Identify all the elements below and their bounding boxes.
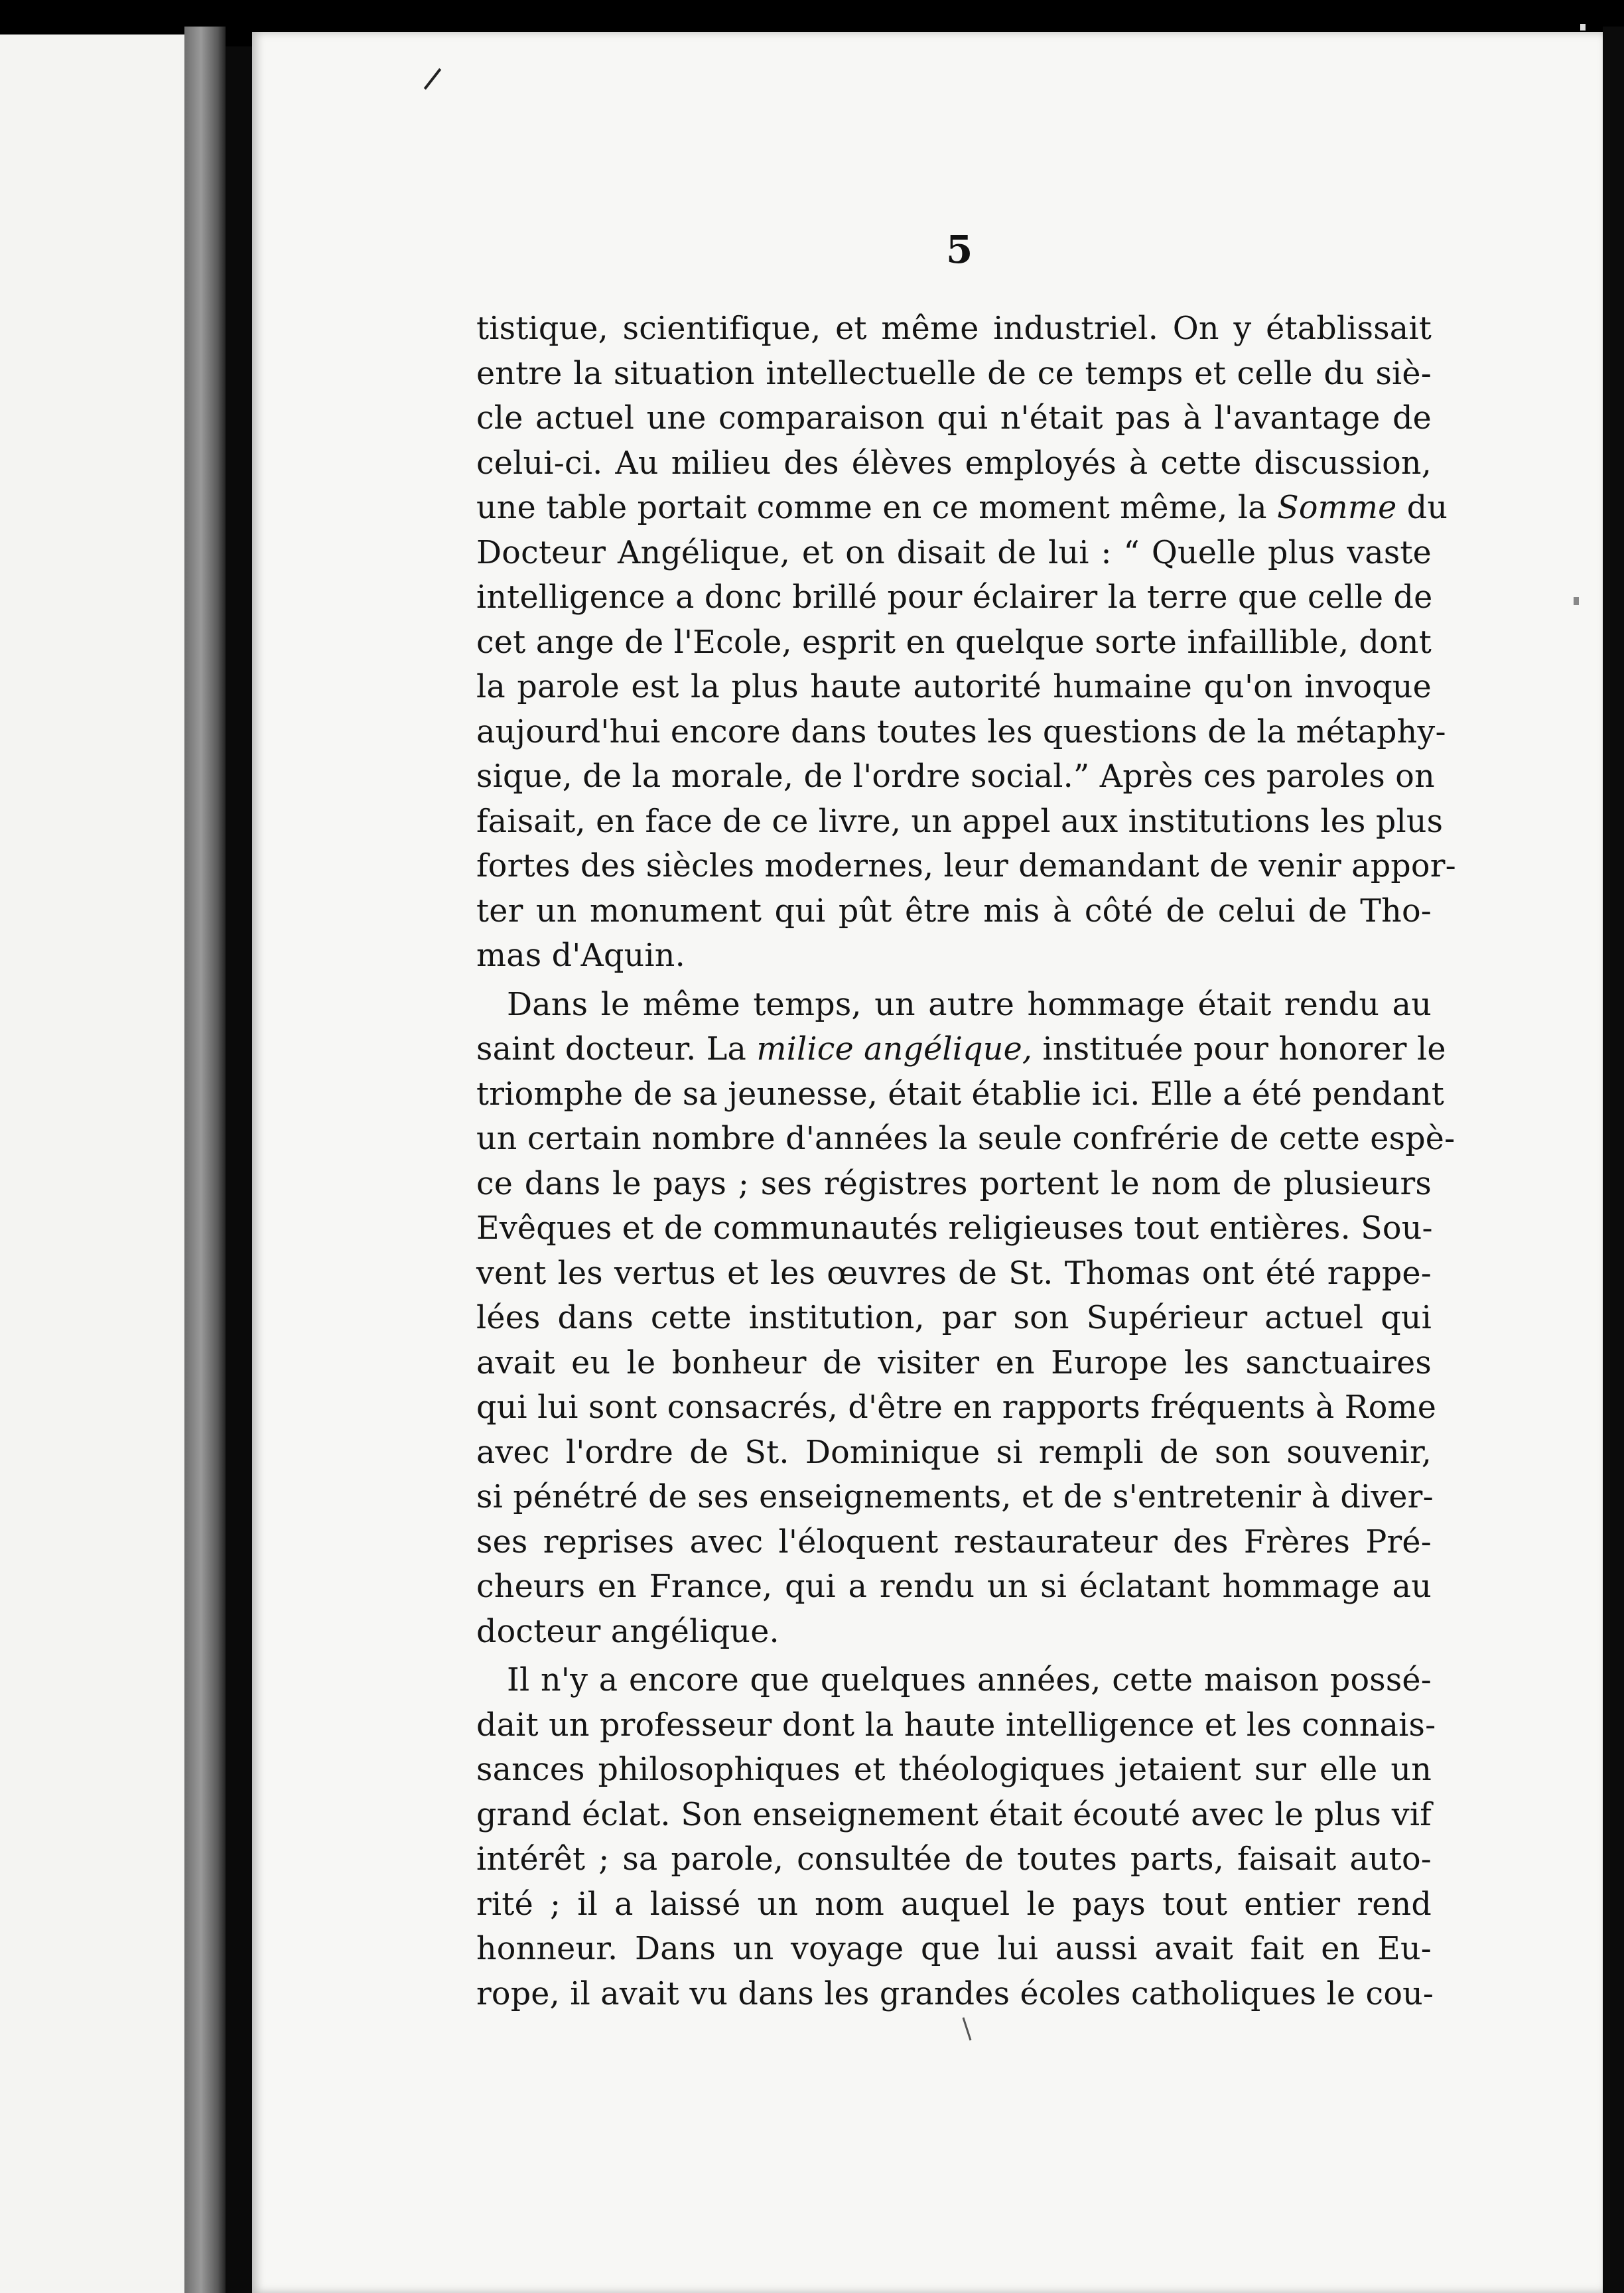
text-line: intelligence a donc brillé pour éclairer la terre que celle de (476, 579, 1433, 616)
scan-mark (1574, 597, 1579, 605)
text-line: mas d'Aquin. (476, 938, 685, 974)
text-fragment: La (706, 1031, 747, 1068)
text-line: fortes des siècles modernes, leur demandant de venir appor- (476, 848, 1456, 884)
italic-phrase: milice angélique, (756, 1031, 1033, 1068)
text-line: la parole est la plus haute autorité humaine qu'on invoque (476, 669, 1432, 705)
text-line: si pénétré de ses enseignements, et de s'entretenir à diver- (476, 1479, 1434, 1515)
text-line: vent les vertus et les œuvres de St. Thomas ont été rappe- (476, 1255, 1432, 1292)
text-line: sances philosophiques et théologiques jetaient sur elle un (476, 1752, 1432, 1788)
text-line: avec l'ordre de St. Dominique si rempli de son souvenir, (476, 1434, 1432, 1471)
italic-title: Somme (1277, 490, 1397, 526)
text-line: Evêques et de communautés religieuses tout entières. Sou- (476, 1210, 1433, 1247)
text-line: cet ange de l'Ecole, esprit en quelque sorte infaillible, dont (476, 624, 1432, 661)
text-line: tistique, scientifique, et même industriel. On y établissait (476, 311, 1432, 347)
paragraph-1 (476, 307, 1456, 979)
text-fragment: du (1406, 490, 1448, 526)
text-line (476, 1027, 1446, 1072)
text-line: ses reprises avec l'éloquent restaurateur des Frères Pré- (476, 1523, 1432, 1561)
text-line: lées dans cette institution, par son Supérieur actuel qui (476, 1300, 1432, 1336)
text-fragment: saint docteur. (476, 1031, 697, 1068)
text-line: dait un professeur dont la haute intelligence et les connais- (476, 1706, 1436, 1744)
book-gutter (184, 27, 226, 2293)
text-line: honneur. Dans un voyage que lui aussi avait fait en Eu- (476, 1931, 1432, 1967)
text-line: un certain nombre d'années la seule confrérie de cette espè- (476, 1121, 1455, 1157)
text-line: rope, il avait vu dans les grandes écoles catholiques le cou- (476, 1975, 1434, 2012)
scan-right-border (1603, 27, 1624, 2293)
text-line: ter un monument qui pût être mis à côté de celui de Tho- (476, 892, 1432, 930)
text-line: Il n'y a encore que quelques années, cette maison possé- (507, 1662, 1432, 1699)
text-line: cheurs en France, qui a rendu un si éclatant hommage au (476, 1568, 1432, 1605)
text-line: avait eu le bonheur de visiter en Europe les sanctuaires (476, 1344, 1432, 1381)
paragraph-3 (476, 1658, 1436, 2016)
text-line: faisait, en face de ce livre, un appel aux institutions les plus (476, 803, 1444, 840)
text-line: triomphe de sa jeunesse, était établie ici. Elle a été pendant (476, 1076, 1445, 1113)
text-line: Dans le même temps, un autre hommage était rendu au (507, 986, 1432, 1023)
scan-mark (1580, 24, 1586, 31)
text-line: docteur angélique. (476, 1613, 779, 1650)
text-line: Docteur Angélique, et on disait de lui : “ Quelle plus vaste (476, 534, 1432, 571)
text-line: rité ; il a laissé un nom auquel le pays tout entier rend (476, 1886, 1432, 1923)
page-number: 5 (946, 227, 973, 272)
text-line: entre la situation intellectuelle de ce temps et celle du siè- (476, 355, 1432, 392)
body-text (476, 307, 1456, 2020)
text-line: intérêt ; sa parole, consultée de toutes parts, faisait auto- (476, 1841, 1432, 1878)
text-line: celui-ci. Au milieu des élèves employés à cette discussion, (476, 445, 1432, 482)
text-line: grand éclat. Son enseignement était écouté avec le plus vif (476, 1796, 1432, 1833)
paragraph-2 (476, 983, 1455, 1655)
text-line (476, 486, 1448, 531)
text-line: sique, de la morale, de l'ordre social.” Après ces paroles on (476, 758, 1435, 795)
text-line: aujourd'hui encore dans toutes les questions de la métaphy- (476, 713, 1446, 750)
text-fragment: instituée pour honorer le (1042, 1031, 1446, 1068)
text-line: ce dans le pays ; ses régistres portent le nom de plusieurs (476, 1165, 1432, 1202)
text-fragment: une table portait comme en ce moment même, la (476, 490, 1267, 526)
text-line: cle actuel une comparaison qui n'était pas à l'avantage de (476, 400, 1432, 437)
text-line: qui lui sont consacrés, d'être en rapports fréquents à Rome (476, 1389, 1437, 1426)
